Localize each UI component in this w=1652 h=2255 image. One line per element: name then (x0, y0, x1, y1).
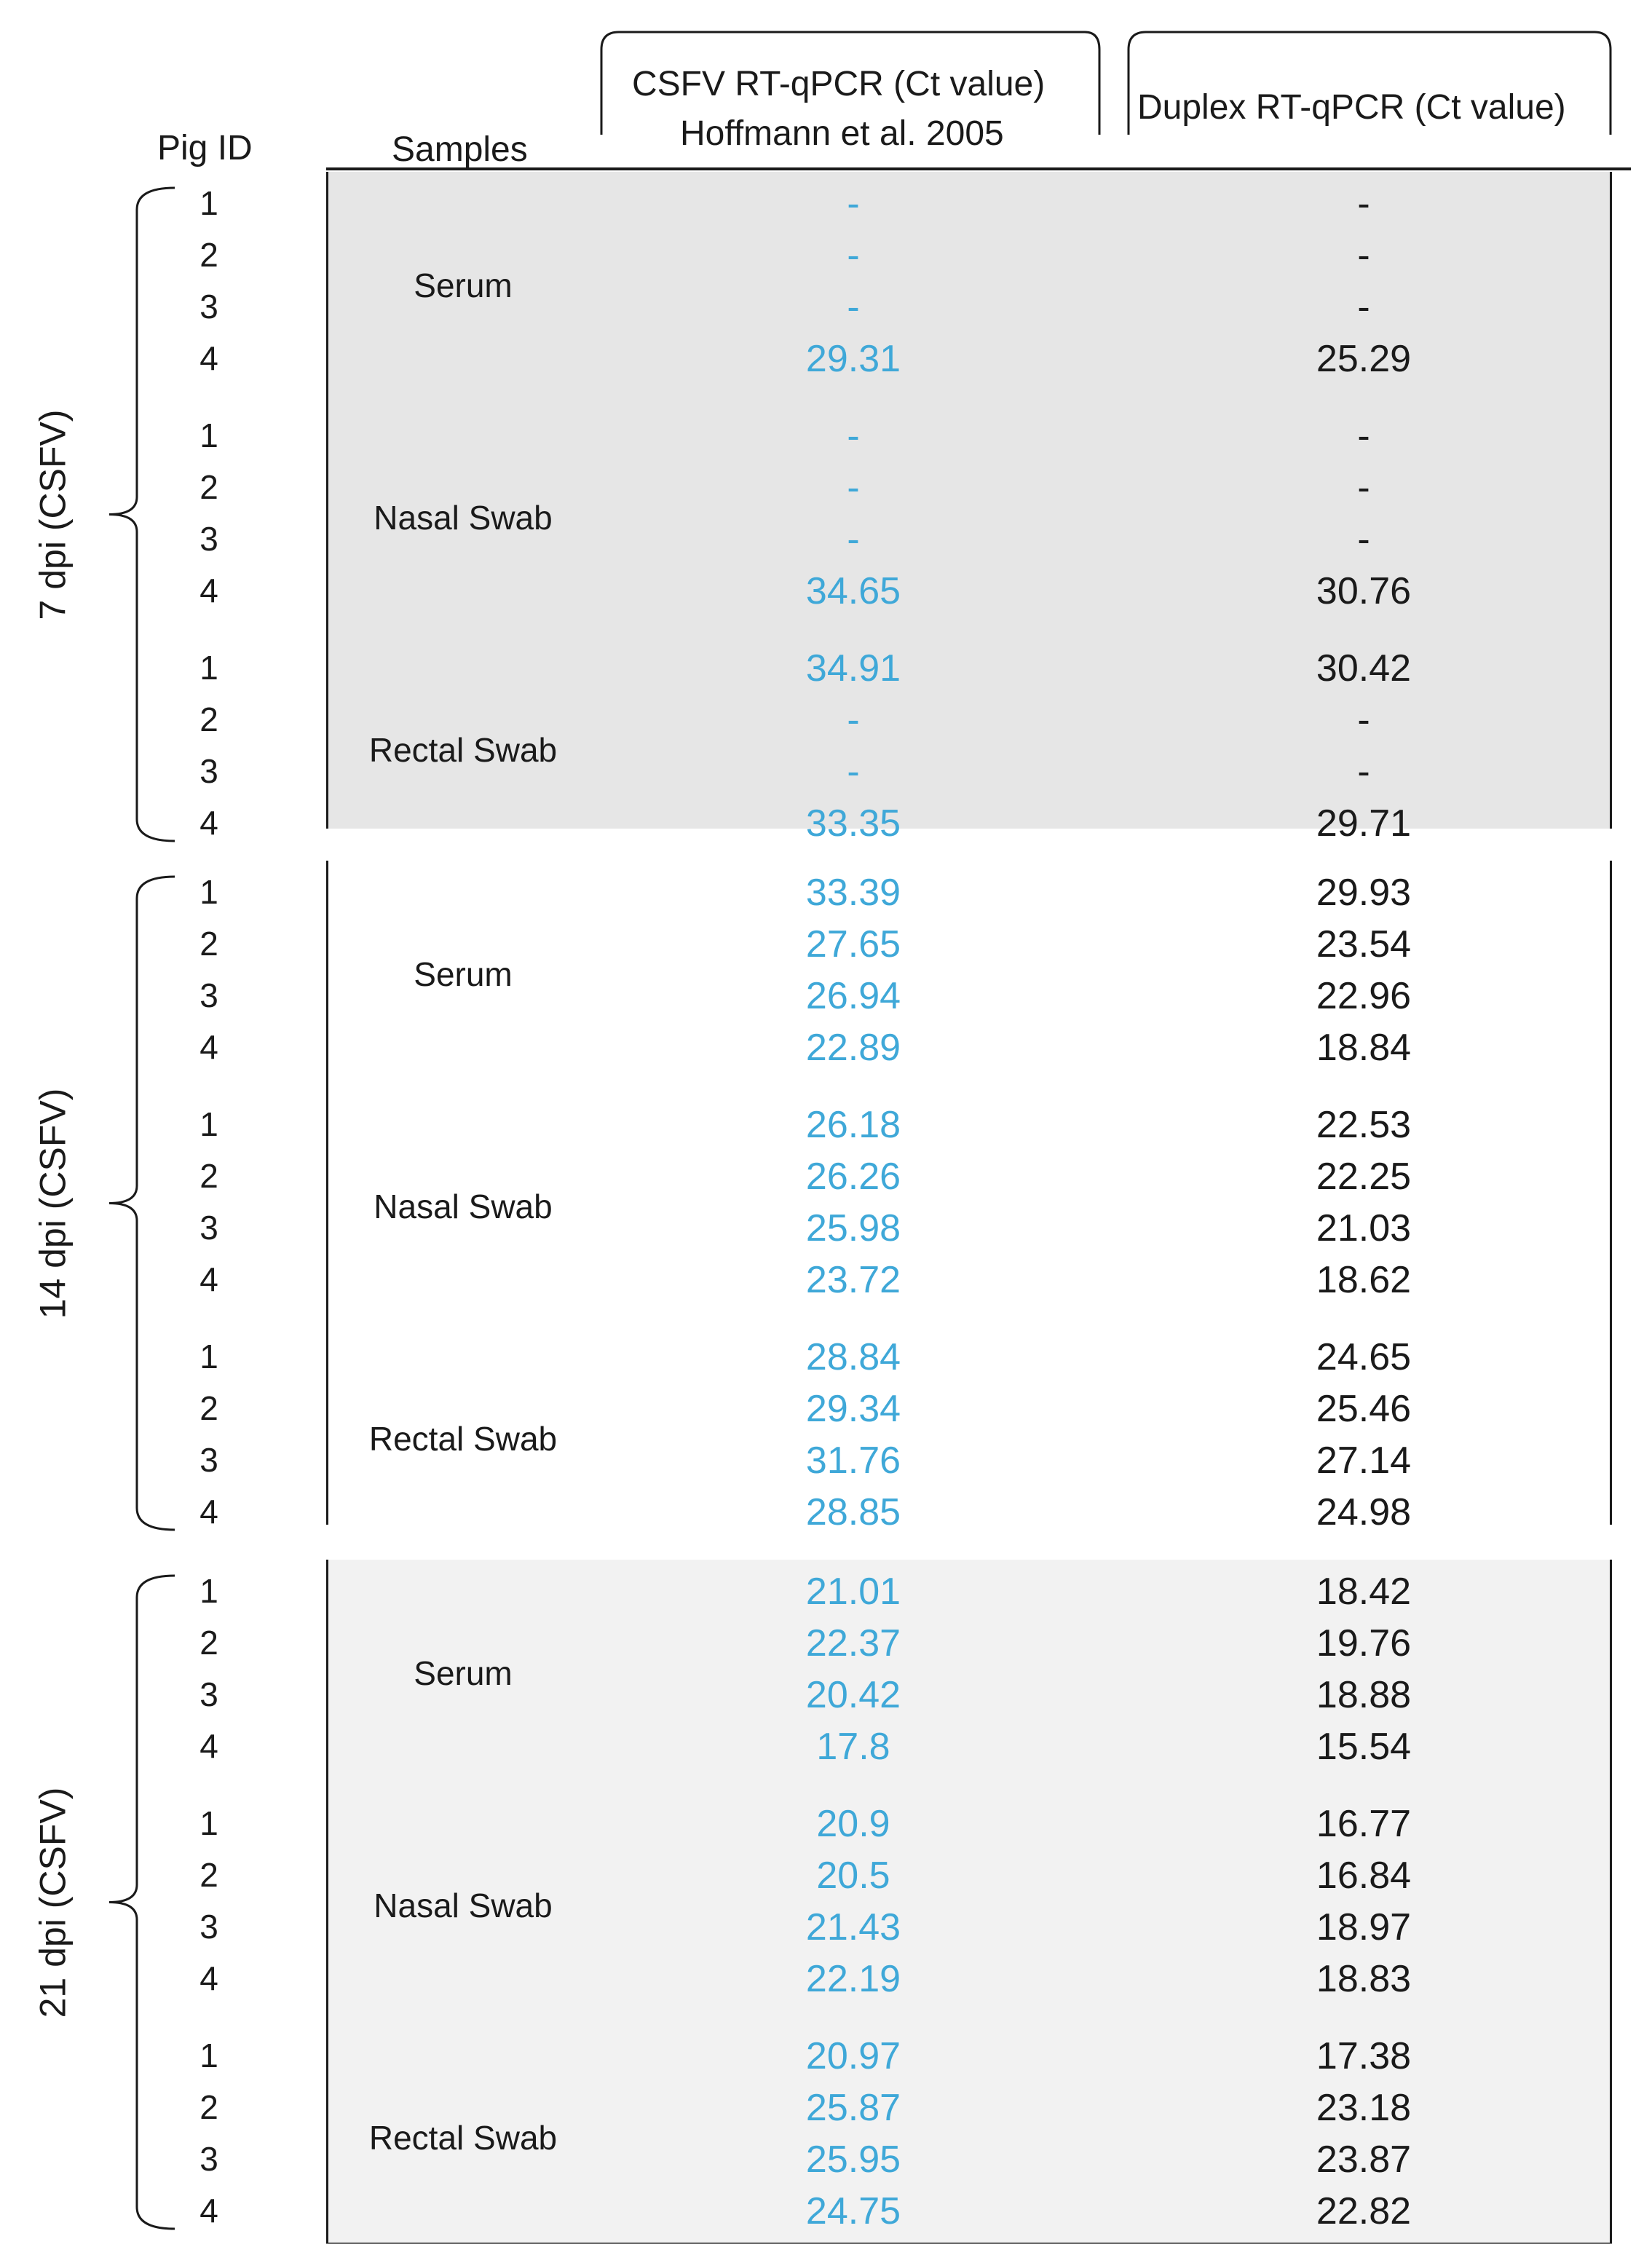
reference-ct-value: 29.31 (805, 338, 901, 380)
duplex-ct-value: 30.42 (1316, 647, 1412, 690)
pig-id-cell: 2 (199, 1157, 218, 1195)
reference-ct-value: 28.85 (805, 1491, 901, 1533)
pig-id-cell: 1 (199, 1804, 218, 1842)
pig-id-cell: 3 (199, 2140, 218, 2178)
reference-ct-value: 20.42 (805, 1674, 901, 1716)
pig-id-cell: 4 (199, 1028, 218, 1066)
duplex-ct-value: 23.18 (1316, 2087, 1412, 2129)
duplex-ct-value: 25.46 (1316, 1388, 1412, 1430)
sample-type-label: Rectal Swab (368, 1419, 558, 1458)
pig-id-cell: 3 (199, 1441, 218, 1479)
pig-id-cell: 2 (199, 2088, 218, 2126)
sample-type-label: Nasal Swab (374, 1187, 553, 1225)
duplex-ct-value: 16.84 (1316, 1855, 1412, 1897)
reference-ct-value: 20.5 (816, 1855, 890, 1897)
sample-type-label: Rectal Swab (368, 2118, 558, 2157)
pig-id-cell: 3 (199, 520, 218, 558)
reference-ct-value: 34.91 (805, 647, 901, 690)
reference-ct-value: 25.87 (805, 2087, 901, 2129)
duplex-ct-value: - (1357, 467, 1370, 509)
duplex-ct-value: 22.25 (1316, 1156, 1412, 1198)
pig-id-cell: 4 (199, 2192, 218, 2230)
duplex-ct-value: 19.76 (1316, 1622, 1412, 1664)
reference-ct-value: - (847, 467, 860, 509)
pig-id-cell: 2 (199, 925, 218, 963)
pig-id-cell: 4 (199, 804, 218, 842)
sample-type-label: Rectal Swab (368, 730, 558, 769)
duplex-header-tab (1129, 32, 1610, 135)
reference-ct-value: 26.18 (805, 1104, 901, 1146)
samples-header: Samples (392, 130, 528, 169)
duplex-ct-value: 24.98 (1316, 1491, 1412, 1533)
pig-id-header: Pig ID (157, 129, 253, 167)
reference-ct-value: - (847, 518, 860, 561)
reference-ct-value: 21.01 (805, 1571, 901, 1613)
pig-id-cell: 4 (199, 1493, 218, 1531)
reference-ct-value: - (847, 286, 860, 328)
reference-header-line1: CSFV RT-qPCR (Ct value) (632, 65, 1046, 103)
panel-edge-left (326, 172, 328, 829)
duplex-ct-value: 18.42 (1316, 1571, 1412, 1613)
pig-id-cell: 4 (199, 339, 218, 377)
pig-id-cell: 1 (199, 416, 218, 454)
reference-ct-value: 20.97 (805, 2035, 901, 2077)
duplex-ct-value: - (1357, 234, 1370, 277)
duplex-ct-value: - (1357, 699, 1370, 741)
panel-edge-left (326, 861, 328, 1525)
reference-ct-value: 26.26 (805, 1156, 901, 1198)
sample-type-label: Nasal Swab (374, 1886, 553, 1924)
group-brace (109, 1576, 175, 2229)
duplex-ct-value: 15.54 (1316, 1726, 1412, 1768)
duplex-ct-value: - (1357, 183, 1370, 225)
duplex-ct-value: 16.77 (1316, 1803, 1412, 1845)
reference-ct-value: 21.43 (805, 1906, 901, 1948)
pig-id-cell: 1 (199, 184, 218, 222)
reference-ct-value: 20.9 (816, 1803, 890, 1845)
duplex-ct-value: 18.84 (1316, 1027, 1412, 1069)
reference-ct-value: - (847, 751, 860, 793)
duplex-ct-value: 18.83 (1316, 1958, 1412, 2000)
duplex-ct-value: 29.71 (1316, 802, 1412, 845)
group-brace (109, 188, 175, 841)
pig-id-cell: 3 (199, 976, 218, 1014)
pig-id-cell: 3 (199, 752, 218, 790)
duplex-ct-value: 29.93 (1316, 872, 1412, 914)
pig-id-cell: 1 (199, 1338, 218, 1375)
reference-ct-value: 22.37 (805, 1622, 901, 1664)
pig-id-cell: 1 (199, 2037, 218, 2074)
duplex-ct-value: 27.14 (1316, 1440, 1412, 1482)
pig-id-cell: 1 (199, 649, 218, 687)
reference-ct-value: 23.72 (805, 1259, 901, 1301)
duplex-ct-value: 24.65 (1316, 1336, 1412, 1378)
panel-edge-right (1610, 861, 1612, 1525)
pig-id-cell: 1 (199, 1572, 218, 1610)
sample-type-label: Serum (414, 955, 513, 993)
reference-ct-value: 33.39 (805, 872, 901, 914)
duplex-ct-value: - (1357, 286, 1370, 328)
pig-id-cell: 4 (199, 572, 218, 609)
duplex-ct-value: - (1357, 415, 1370, 457)
pig-id-cell: 3 (199, 1675, 218, 1713)
duplex-ct-value: 18.97 (1316, 1906, 1412, 1948)
pig-id-cell: 4 (199, 1260, 218, 1298)
duplex-ct-value: - (1357, 751, 1370, 793)
reference-ct-value: 29.34 (805, 1388, 901, 1430)
pig-id-cell: 2 (199, 1389, 218, 1427)
reference-ct-value: - (847, 699, 860, 741)
group-brace (109, 877, 175, 1530)
reference-ct-value: 33.35 (805, 802, 901, 845)
reference-ct-value: 31.76 (805, 1440, 901, 1482)
pig-id-cell: 2 (199, 1856, 218, 1894)
group-label: 14 dpi (CSFV) (31, 1088, 73, 1319)
pig-id-cell: 2 (199, 468, 218, 506)
duplex-ct-value: 25.29 (1316, 338, 1412, 380)
sample-type-label: Serum (414, 1654, 513, 1692)
group-label: 7 dpi (CSFV) (31, 409, 73, 620)
sample-type-label: Serum (414, 266, 513, 304)
duplex-ct-value: - (1357, 518, 1370, 561)
reference-ct-value: 22.89 (805, 1027, 901, 1069)
panel-edge-right (1610, 172, 1612, 829)
duplex-ct-value: 22.96 (1316, 975, 1412, 1017)
reference-ct-value: - (847, 183, 860, 225)
panel-edge-left (326, 1560, 328, 2243)
reference-ct-value: 26.94 (805, 975, 901, 1017)
duplex-ct-value: 30.76 (1316, 570, 1412, 612)
reference-ct-value: - (847, 234, 860, 277)
pig-id-cell: 1 (199, 1105, 218, 1143)
duplex-header: Duplex RT-qPCR (Ct value) (1137, 88, 1566, 127)
panel-edge-right (1610, 1560, 1612, 2243)
reference-ct-value: 27.65 (805, 923, 901, 965)
reference-ct-value: 22.19 (805, 1958, 901, 2000)
pig-id-cell: 3 (199, 288, 218, 325)
pig-id-cell: 3 (199, 1908, 218, 1946)
pig-id-cell: 1 (199, 873, 218, 911)
duplex-ct-value: 23.54 (1316, 923, 1412, 965)
group-label: 21 dpi (CSFV) (31, 1787, 73, 2018)
reference-ct-value: 25.95 (805, 2139, 901, 2181)
reference-header-line2: Hoffmann et al. 2005 (680, 114, 1004, 153)
duplex-ct-value: 18.88 (1316, 1674, 1412, 1716)
pig-id-cell: 4 (199, 1727, 218, 1765)
reference-ct-value: 25.98 (805, 1207, 901, 1249)
duplex-ct-value: 21.03 (1316, 1207, 1412, 1249)
pig-id-cell: 2 (199, 700, 218, 738)
reference-ct-value: 17.8 (816, 1726, 890, 1768)
pig-id-cell: 2 (199, 1624, 218, 1662)
duplex-ct-value: 18.62 (1316, 1259, 1412, 1301)
duplex-ct-value: 23.87 (1316, 2139, 1412, 2181)
pig-id-cell: 4 (199, 1959, 218, 1997)
reference-header-tab (601, 32, 1099, 135)
reference-ct-value: 28.84 (805, 1336, 901, 1378)
duplex-ct-value: 17.38 (1316, 2035, 1412, 2077)
duplex-ct-value: 22.53 (1316, 1104, 1412, 1146)
reference-ct-value: 24.75 (805, 2190, 901, 2232)
reference-ct-value: 34.65 (805, 570, 901, 612)
pig-id-cell: 2 (199, 236, 218, 274)
pig-id-cell: 3 (199, 1209, 218, 1247)
sample-type-label: Nasal Swab (374, 498, 553, 537)
reference-ct-value: - (847, 415, 860, 457)
duplex-ct-value: 22.82 (1316, 2190, 1412, 2232)
